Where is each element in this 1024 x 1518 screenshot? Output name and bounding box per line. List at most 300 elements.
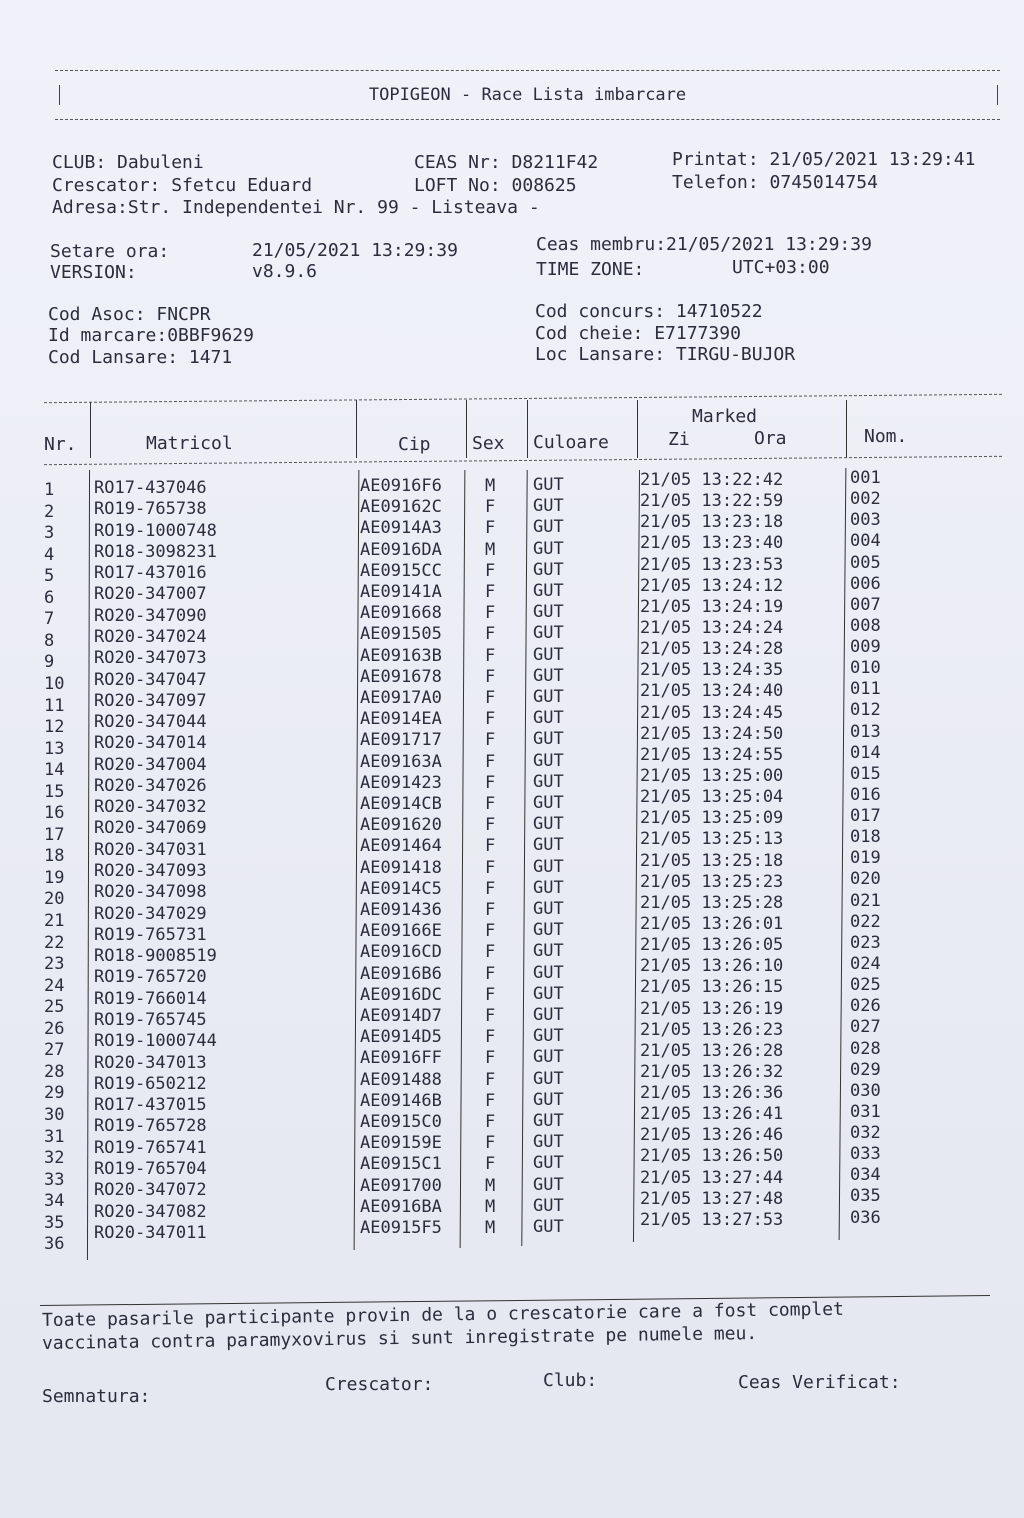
release-location: Loc Lansare: TIRGU-BUJOR bbox=[535, 344, 796, 365]
col-sep-marked-header bbox=[846, 400, 847, 458]
nomination: 019 bbox=[850, 848, 881, 869]
marked-time: 21/05 13:24:45 bbox=[640, 702, 784, 723]
marked-time: 21/05 13:23:40 bbox=[640, 533, 784, 554]
nomination: 030 bbox=[850, 1080, 881, 1101]
marked-time: 21/05 13:26:10 bbox=[640, 956, 784, 977]
declaration-line-1: Toate pasarile participante provin de la o crescatorie care a fost complet bbox=[41, 1298, 845, 1331]
sex: F bbox=[485, 518, 496, 539]
color: GUT bbox=[533, 920, 564, 941]
marked-time: 21/05 13:26:15 bbox=[640, 977, 784, 998]
marked-time: 21/05 13:25:23 bbox=[640, 871, 784, 892]
color: GUT bbox=[533, 708, 564, 729]
ring-number: RO20-347013 bbox=[94, 1052, 207, 1073]
marked-time: 21/05 13:22:42 bbox=[640, 470, 784, 490]
header-culoare: Culoare bbox=[533, 432, 609, 453]
row-number: 14 bbox=[44, 760, 65, 781]
marked-time: 21/05 13:26:23 bbox=[640, 1019, 784, 1040]
marked-time: 21/05 13:24:19 bbox=[640, 596, 784, 617]
breeder-signature-label: Crescator: bbox=[325, 1374, 434, 1395]
row-number: 26 bbox=[44, 1018, 65, 1039]
color: GUT bbox=[533, 835, 564, 856]
sex: F bbox=[485, 1027, 496, 1048]
ring-number: RO19-765738 bbox=[94, 499, 207, 520]
chip-id: AE0916F6 bbox=[360, 476, 442, 496]
ring-number: RO20-347011 bbox=[94, 1222, 207, 1243]
sex: F bbox=[485, 645, 496, 666]
nomination: 008 bbox=[850, 615, 881, 636]
ring-number: RO20-347014 bbox=[94, 733, 207, 754]
color: GUT bbox=[533, 644, 564, 665]
row-number: 15 bbox=[44, 781, 65, 802]
color: GUT bbox=[533, 750, 564, 771]
ring-number: RO20-347047 bbox=[94, 669, 207, 690]
chip-id: AE09162C bbox=[360, 497, 442, 518]
sex: F bbox=[485, 582, 496, 602]
ring-number: RO20-347026 bbox=[94, 775, 207, 796]
chip-id: AE0917A0 bbox=[360, 688, 442, 708]
ring-number: RO19-765704 bbox=[94, 1158, 207, 1179]
ring-number: RO20-347069 bbox=[94, 818, 207, 839]
row-number: 35 bbox=[44, 1212, 65, 1233]
chip-id: AE091488 bbox=[360, 1069, 442, 1090]
ring-number: RO19-765741 bbox=[94, 1137, 207, 1158]
sex: M bbox=[485, 539, 496, 560]
marked-time: 21/05 13:25:13 bbox=[640, 829, 784, 850]
row-number: 1 bbox=[44, 480, 55, 500]
nomination: 025 bbox=[850, 975, 881, 996]
ring-number: RO20-347093 bbox=[94, 861, 207, 882]
chip-id: AE091464 bbox=[360, 836, 442, 857]
color: GUT bbox=[533, 665, 564, 686]
row-number: 11 bbox=[44, 695, 65, 716]
col-sep-nr-header bbox=[90, 402, 91, 458]
chip-id: AE0914D5 bbox=[360, 1027, 442, 1048]
row-number: 7 bbox=[44, 609, 55, 630]
marked-time: 21/05 13:25:00 bbox=[640, 765, 784, 786]
header-zi: Zi bbox=[668, 429, 690, 450]
chip-id: AE091668 bbox=[360, 603, 442, 624]
chip-id: AE091418 bbox=[360, 857, 442, 878]
nomination: 004 bbox=[850, 531, 881, 552]
marked-time: 21/05 13:25:28 bbox=[640, 892, 784, 913]
chip-id: AE0914A3 bbox=[360, 518, 442, 539]
ring-number: RO20-347029 bbox=[94, 903, 207, 924]
sex: F bbox=[485, 984, 496, 1005]
col-sep-sex bbox=[521, 470, 527, 1246]
marked-time: 21/05 13:24:28 bbox=[640, 639, 784, 660]
row-number: 9 bbox=[44, 652, 55, 673]
club-name: CLUB: Dabuleni bbox=[52, 152, 204, 173]
chip-id: AE0914C5 bbox=[360, 878, 442, 899]
title-box bbox=[55, 70, 1000, 120]
ring-number: RO17-437046 bbox=[94, 478, 207, 498]
chip-id: AE091620 bbox=[360, 815, 442, 836]
nomination: 003 bbox=[850, 510, 881, 531]
marked-time: 21/05 13:25:09 bbox=[640, 808, 784, 829]
ring-number: RO20-347073 bbox=[94, 648, 207, 669]
nomination: 002 bbox=[850, 489, 881, 510]
document-title: TOPIGEON - Race Lista imbarcare bbox=[368, 85, 687, 105]
color: GUT bbox=[533, 1174, 564, 1195]
marked-time: 21/05 13:23:53 bbox=[640, 554, 784, 575]
color: GUT bbox=[533, 1047, 564, 1068]
nomination: 005 bbox=[850, 552, 881, 573]
row-number: 32 bbox=[44, 1148, 65, 1169]
ring-number: RO19-765720 bbox=[94, 967, 207, 988]
set-time-label: Setare ora: bbox=[50, 241, 170, 262]
set-time-value: 21/05/2021 13:29:39 bbox=[252, 240, 458, 261]
col-sep-culoare bbox=[633, 470, 640, 1242]
row-number: 31 bbox=[44, 1126, 65, 1147]
nomination: 015 bbox=[850, 763, 881, 784]
nomination: 011 bbox=[850, 679, 881, 700]
nomination: 014 bbox=[850, 742, 881, 763]
nomination: 018 bbox=[850, 827, 881, 848]
row-number: 34 bbox=[44, 1191, 65, 1212]
color: GUT bbox=[533, 1089, 564, 1110]
chip-id: AE09163B bbox=[360, 645, 442, 666]
association-code: Cod Asoc: FNCPR bbox=[48, 304, 211, 325]
marked-time: 21/05 13:24:40 bbox=[640, 681, 784, 702]
marked-time: 21/05 13:25:18 bbox=[640, 850, 784, 871]
color: GUT bbox=[533, 559, 564, 580]
sex: F bbox=[485, 772, 496, 793]
header-matricol: Matricol bbox=[146, 433, 233, 454]
col-sep-sex-header bbox=[527, 400, 528, 458]
row-number: 23 bbox=[44, 954, 65, 975]
declaration-line-2: vaccinata contra paramyxovirus si sunt inregistrate pe numele meu. bbox=[41, 1323, 758, 1354]
marked-time: 21/05 13:24:35 bbox=[640, 660, 784, 681]
color: GUT bbox=[533, 983, 564, 1004]
sex: F bbox=[485, 709, 496, 730]
chip-id: AE0915CC bbox=[360, 560, 442, 581]
sex: F bbox=[485, 560, 496, 581]
breeder-name: Crescator: Sfetcu Eduard bbox=[52, 175, 313, 196]
marked-time: 21/05 13:26:05 bbox=[640, 935, 784, 956]
marked-time: 21/05 13:26:32 bbox=[640, 1061, 784, 1082]
nomination: 032 bbox=[850, 1123, 881, 1144]
header-ora: Ora bbox=[754, 428, 787, 449]
row-number: 30 bbox=[44, 1104, 65, 1125]
sex: F bbox=[485, 857, 496, 878]
marked-time: 21/05 13:26:41 bbox=[640, 1104, 784, 1125]
nomination: 027 bbox=[850, 1017, 881, 1038]
color: GUT bbox=[533, 602, 564, 623]
sex: F bbox=[485, 900, 496, 920]
chip-id: AE0914CB bbox=[360, 794, 442, 814]
sex: F bbox=[485, 751, 496, 772]
color: GUT bbox=[533, 814, 564, 835]
marked-time: 21/05 13:26:28 bbox=[640, 1040, 784, 1061]
marked-time: 21/05 13:26:19 bbox=[640, 998, 784, 1019]
col-sep-matricol bbox=[354, 470, 360, 1250]
row-number: 27 bbox=[44, 1040, 65, 1061]
row-number: 4 bbox=[44, 544, 55, 565]
color: GUT bbox=[533, 1132, 564, 1153]
header-sex: Sex bbox=[472, 433, 505, 454]
sex: M bbox=[485, 476, 496, 496]
marked-time: 21/05 13:22:59 bbox=[640, 491, 784, 512]
chip-id: AE0915C0 bbox=[360, 1112, 442, 1132]
chip-id: AE0916CD bbox=[360, 942, 442, 963]
row-number: 36 bbox=[44, 1234, 65, 1255]
signature-label: Semnatura: bbox=[42, 1386, 151, 1407]
release-code: Cod Lansare: 1471 bbox=[48, 347, 233, 368]
nomination: 035 bbox=[850, 1186, 881, 1207]
sex: M bbox=[485, 1218, 496, 1238]
time-zone-label: TIME ZONE: bbox=[536, 259, 645, 280]
chip-id: AE09163A bbox=[360, 751, 442, 772]
col-sep-marked bbox=[839, 468, 847, 1240]
color: GUT bbox=[533, 1005, 564, 1025]
header-nom: Nom. bbox=[864, 426, 908, 447]
sex: F bbox=[485, 942, 496, 963]
loft-number: LOFT No: 008625 bbox=[414, 175, 577, 196]
header-nr: Nr. bbox=[44, 434, 77, 455]
chip-id: AE0915C1 bbox=[360, 1154, 442, 1175]
ring-number: RO19-765728 bbox=[94, 1116, 207, 1137]
header-marked: Marked bbox=[692, 406, 758, 427]
nomination: 029 bbox=[850, 1059, 881, 1080]
sex: M bbox=[485, 1196, 496, 1217]
sex: F bbox=[485, 688, 496, 708]
ring-number: RO20-347024 bbox=[94, 626, 207, 647]
ring-number: RO19-765745 bbox=[94, 1010, 207, 1030]
ring-number: RO20-347031 bbox=[94, 839, 207, 860]
row-number: 24 bbox=[44, 975, 65, 996]
color: GUT bbox=[533, 496, 564, 517]
marking-id: Id marcare:0BBF9629 bbox=[48, 325, 254, 346]
marked-time: 21/05 13:27:48 bbox=[640, 1188, 784, 1209]
row-number: 3 bbox=[44, 523, 55, 544]
marked-time: 21/05 13:23:18 bbox=[640, 512, 784, 533]
chip-id: AE09146B bbox=[360, 1090, 442, 1111]
row-number: 16 bbox=[44, 803, 65, 824]
chip-id: AE091717 bbox=[360, 730, 442, 751]
row-number: 6 bbox=[44, 587, 55, 608]
marked-time: 21/05 13:24:12 bbox=[640, 575, 784, 596]
sex: F bbox=[485, 1154, 496, 1175]
ring-number: RO20-347090 bbox=[94, 605, 207, 626]
col-sep-matricol-header bbox=[356, 400, 357, 458]
chip-id: AE09141A bbox=[360, 582, 442, 602]
chip-id: AE091505 bbox=[360, 624, 442, 645]
sex: F bbox=[485, 1048, 496, 1069]
nomination: 022 bbox=[850, 911, 881, 932]
chip-id: AE09166E bbox=[360, 921, 442, 942]
marked-time: 21/05 13:24:24 bbox=[640, 617, 784, 638]
row-number: 33 bbox=[44, 1169, 65, 1190]
chip-id: AE0916FF bbox=[360, 1048, 442, 1069]
color: GUT bbox=[533, 941, 564, 962]
marked-time: 21/05 13:26:50 bbox=[640, 1146, 784, 1167]
color: GUT bbox=[533, 1217, 564, 1237]
row-number: 20 bbox=[44, 889, 65, 910]
color: GUT bbox=[533, 962, 564, 983]
ring-number: RO20-347044 bbox=[94, 712, 207, 733]
marked-time: 21/05 13:24:50 bbox=[640, 723, 784, 744]
chip-id: AE0916BA bbox=[360, 1196, 442, 1217]
version-value: v8.9.6 bbox=[252, 261, 318, 282]
col-sep-culoare-header bbox=[637, 400, 638, 458]
chip-id: AE0915F5 bbox=[360, 1218, 442, 1238]
color: GUT bbox=[533, 1195, 564, 1216]
sex: F bbox=[485, 497, 496, 518]
header-cip: Cip bbox=[398, 434, 431, 455]
sex: F bbox=[485, 794, 496, 814]
chip-id: AE09159E bbox=[360, 1133, 442, 1154]
nomination: 020 bbox=[850, 869, 881, 890]
color: GUT bbox=[533, 877, 564, 898]
ring-number: RO20-347072 bbox=[94, 1180, 207, 1201]
sex: F bbox=[485, 730, 496, 751]
chip-id: AE091700 bbox=[360, 1175, 442, 1196]
sex: F bbox=[485, 836, 496, 857]
member-clock: Ceas membru:21/05/2021 13:29:39 bbox=[536, 234, 872, 255]
row-number: 17 bbox=[44, 824, 65, 845]
nomination: 026 bbox=[850, 996, 881, 1017]
ring-number: RO19-650212 bbox=[94, 1073, 207, 1094]
color: GUT bbox=[533, 517, 564, 538]
nomination: 033 bbox=[850, 1144, 881, 1165]
chip-id: AE091423 bbox=[360, 772, 442, 793]
color: GUT bbox=[533, 771, 564, 792]
clock-number: CEAS Nr: D8211F42 bbox=[414, 152, 599, 173]
nomination: 016 bbox=[850, 784, 881, 805]
ring-number: RO20-347082 bbox=[94, 1201, 207, 1222]
chip-id: AE091436 bbox=[360, 900, 442, 920]
chip-id: AE0916DC bbox=[360, 984, 442, 1005]
nomination: 013 bbox=[850, 721, 881, 742]
marked-time: 21/05 13:26:01 bbox=[640, 913, 784, 934]
key-code: Cod cheie: E7177390 bbox=[535, 323, 741, 344]
nomination: 006 bbox=[850, 573, 881, 594]
chip-id: AE091678 bbox=[360, 666, 442, 687]
color: GUT bbox=[533, 1068, 564, 1089]
row-number: 28 bbox=[44, 1061, 65, 1082]
marked-time: 21/05 13:26:36 bbox=[640, 1083, 784, 1104]
table-top-rule bbox=[44, 394, 1002, 403]
row-number: 12 bbox=[44, 717, 65, 738]
ring-number: RO17-437015 bbox=[94, 1095, 207, 1116]
ring-number: RO19-765731 bbox=[94, 924, 207, 945]
ring-number: RO20-347097 bbox=[94, 690, 207, 711]
nomination: 023 bbox=[850, 932, 881, 953]
color: GUT bbox=[533, 475, 564, 495]
color: GUT bbox=[533, 899, 564, 919]
ring-number: RO19-1000744 bbox=[94, 1031, 217, 1052]
col-sep-cip-header bbox=[466, 400, 467, 458]
phone-number: Telefon: 0745014754 bbox=[672, 172, 878, 193]
row-number: 8 bbox=[44, 630, 55, 651]
row-number: 5 bbox=[44, 566, 55, 587]
col-sep-cip bbox=[460, 470, 466, 1248]
nomination: 017 bbox=[850, 806, 881, 827]
sex: F bbox=[485, 666, 496, 687]
color: GUT bbox=[533, 793, 564, 813]
nomination: 036 bbox=[850, 1207, 881, 1228]
table-header-rule bbox=[44, 456, 1002, 465]
ring-number: RO20-347032 bbox=[94, 797, 207, 818]
sex: F bbox=[485, 815, 496, 836]
marked-time: 21/05 13:26:46 bbox=[640, 1125, 784, 1146]
chip-id: AE0916B6 bbox=[360, 963, 442, 984]
nomination: 031 bbox=[850, 1101, 881, 1122]
color: GUT bbox=[533, 729, 564, 750]
nomination: 028 bbox=[850, 1038, 881, 1059]
sex: F bbox=[485, 1112, 496, 1132]
sex: F bbox=[485, 603, 496, 624]
color: GUT bbox=[533, 687, 564, 707]
sex: F bbox=[485, 1006, 496, 1026]
chip-id: AE0914D7 bbox=[360, 1006, 442, 1026]
sex: F bbox=[485, 1133, 496, 1154]
nomination: 009 bbox=[850, 637, 881, 658]
breeder-address: Adresa:Str. Independentei Nr. 99 - Listeava - bbox=[52, 197, 540, 218]
ring-number: RO20-347098 bbox=[94, 882, 207, 903]
version-label: VERSION: bbox=[50, 262, 137, 283]
color: GUT bbox=[533, 1026, 564, 1047]
row-number: 25 bbox=[44, 997, 65, 1018]
row-number: 21 bbox=[44, 911, 65, 931]
nomination: 007 bbox=[850, 594, 881, 615]
marked-time: 21/05 13:25:04 bbox=[640, 787, 784, 808]
color: GUT bbox=[533, 538, 564, 559]
row-number: 18 bbox=[44, 846, 65, 867]
nomination: 024 bbox=[850, 953, 881, 974]
club-signature-label: Club: bbox=[543, 1370, 598, 1391]
ring-number: RO18-3098231 bbox=[94, 541, 217, 562]
marked-time: 21/05 13:24:55 bbox=[640, 744, 784, 765]
chip-id: AE0916DA bbox=[360, 539, 442, 560]
nomination: 001 bbox=[850, 468, 881, 488]
ring-number: RO18-9008519 bbox=[94, 946, 217, 967]
color: GUT bbox=[533, 581, 564, 601]
color: GUT bbox=[533, 1111, 564, 1131]
ring-number: RO19-766014 bbox=[94, 988, 207, 1009]
ring-number: RO19-1000748 bbox=[94, 520, 217, 541]
nomination: 034 bbox=[850, 1165, 881, 1186]
marked-time: 21/05 13:27:53 bbox=[640, 1209, 784, 1230]
marked-time: 21/05 13:27:44 bbox=[640, 1167, 784, 1188]
nomination: 010 bbox=[850, 658, 881, 679]
col-sep-nr bbox=[87, 470, 90, 1260]
row-number: 13 bbox=[44, 738, 65, 759]
sex: F bbox=[485, 1069, 496, 1090]
nomination: 012 bbox=[850, 700, 881, 721]
ring-number: RO20-347004 bbox=[94, 754, 207, 775]
color: GUT bbox=[533, 1153, 564, 1174]
time-zone-value: UTC+03:00 bbox=[732, 257, 830, 278]
sex: F bbox=[485, 921, 496, 942]
color: GUT bbox=[533, 856, 564, 877]
clock-verified-label: Ceas Verificat: bbox=[738, 1372, 901, 1393]
row-number: 19 bbox=[44, 867, 65, 888]
race-code: Cod concurs: 14710522 bbox=[535, 301, 763, 322]
sex: F bbox=[485, 1090, 496, 1111]
row-number: 2 bbox=[44, 501, 55, 522]
row-number: 10 bbox=[44, 673, 65, 694]
sex: M bbox=[485, 1175, 496, 1196]
ring-number: RO17-437016 bbox=[94, 563, 207, 584]
ring-number: RO20-347007 bbox=[94, 584, 207, 605]
color: GUT bbox=[533, 623, 564, 644]
row-number: 29 bbox=[44, 1083, 65, 1104]
printed-timestamp: Printat: 21/05/2021 13:29:41 bbox=[672, 149, 976, 170]
sex: F bbox=[485, 624, 496, 645]
sex: F bbox=[485, 878, 496, 899]
chip-id: AE0914EA bbox=[360, 709, 442, 730]
